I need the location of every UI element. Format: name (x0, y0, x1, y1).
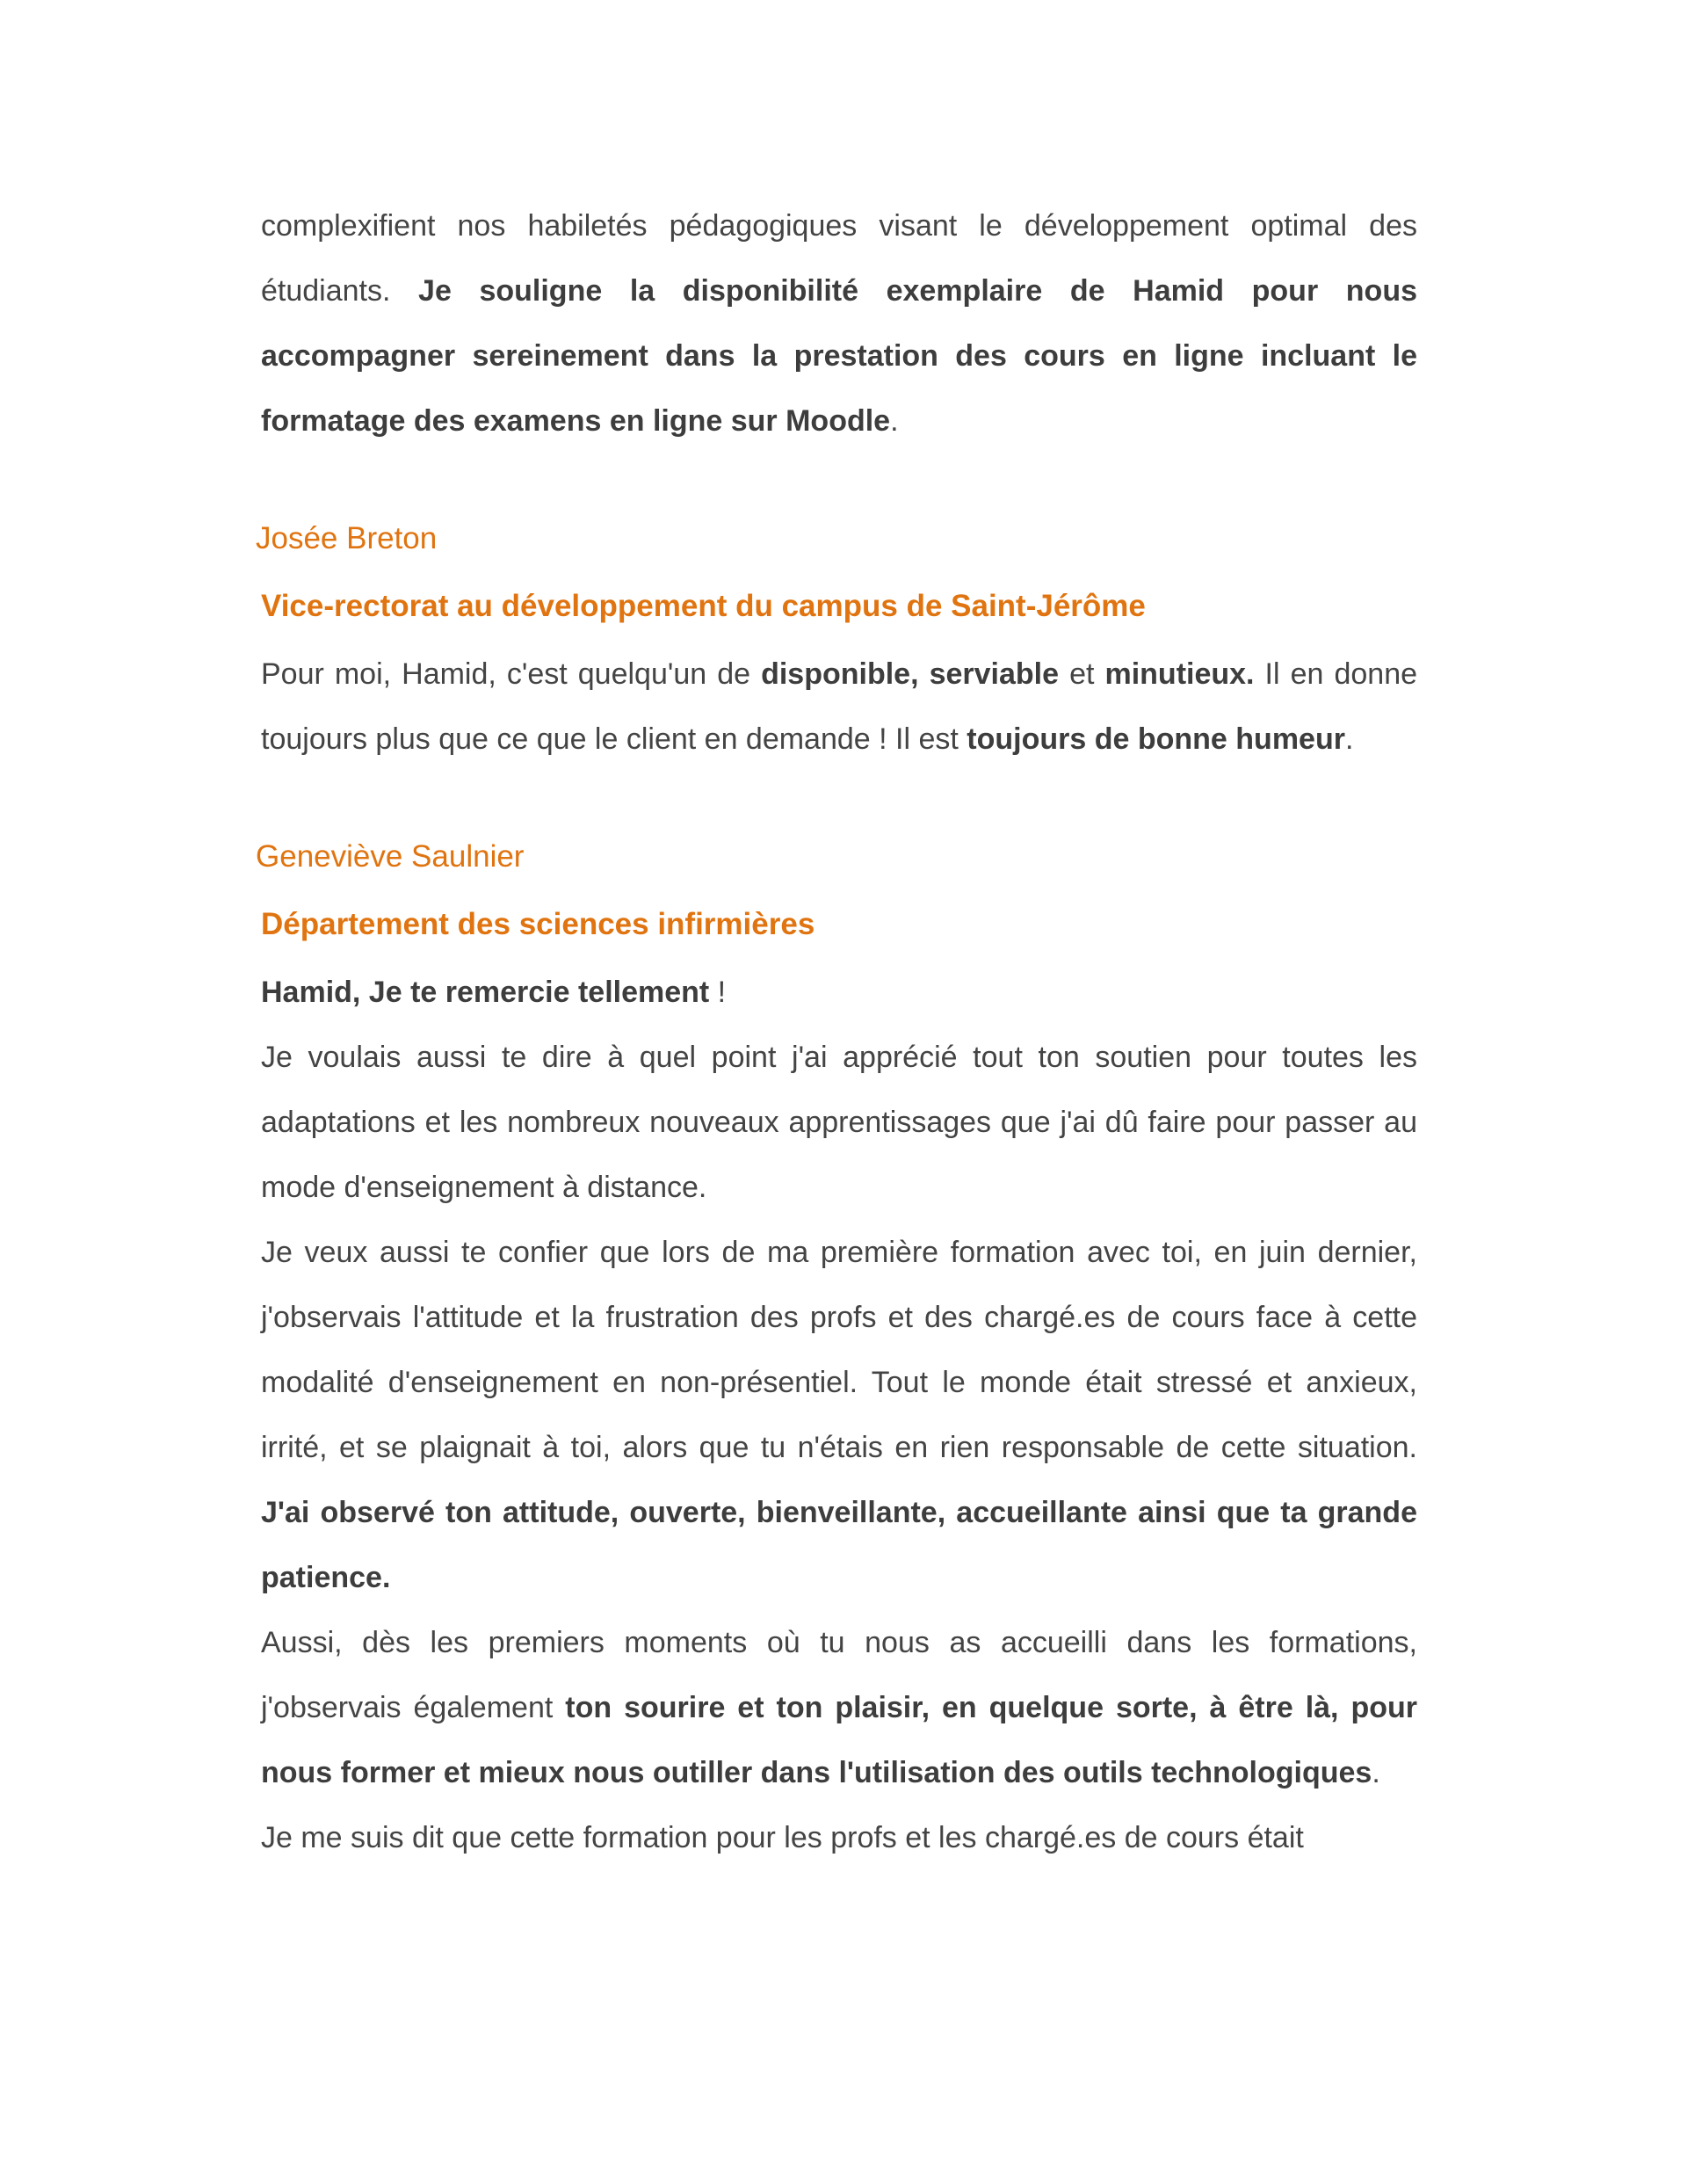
testimonial-thanks (261, 960, 1417, 1025)
bold-run: J'ai observé ton attitude, ouverte, bienveillante, accueillante ainsi que ta grande patience. (261, 1496, 1417, 1594)
testimonial-paragraph-1: Je voulais aussi te dire à quel point j'ai apprécié tout ton soutien pour toutes les adaptations et les nombreux nouveaux apprentissages que j'ai dû faire pour passer au mode d'enseignement à distance. (261, 1041, 1417, 1204)
spacer (261, 453, 1417, 506)
intro-end: . (890, 404, 899, 438)
spacer (261, 772, 1417, 824)
testimonial-paragraph-3 (261, 1610, 1417, 1805)
testimonial-paragraph-2 (261, 1220, 1417, 1610)
testimonial-department-2: Département des sciences infirmières (261, 907, 815, 941)
text-run: Pour moi, Hamid, c'est quelqu'un de (261, 657, 762, 691)
bold-run: minutieux. (1104, 657, 1255, 691)
text-run: Je veux aussi te confier que lors de ma première formation avec toi, en juin dernier, j'observais l'attitude et la frustration des profs et des chargé.es de cours face à cette modalité d'enseignement en non-présentiel. Tout le monde était stressé et anxieux, irrité, et se plaignait à toi, alors que tu n'étais en rien responsable de cette situation. (261, 1236, 1417, 1464)
bold-run: toujours de bonne humeur (967, 722, 1345, 756)
testimonial-paragraph-4: Je me suis dit que cette formation pour les profs et les chargé.es de cours était (261, 1821, 1304, 1854)
text-run: . (1372, 1756, 1380, 1789)
testimonial-text-1 (261, 642, 1417, 772)
document-page (256, 193, 1418, 1870)
bold-run: Hamid, Je te remercie tellement (261, 976, 710, 1009)
testimonial-department-1: Vice-rectorat au développement du campus de Saint-Jérôme (261, 589, 1146, 623)
testimonial-author-1: Josée Breton (256, 521, 438, 555)
text-run: Aussi, dès les premiers moments où tu nous as accueilli dans les formations, j'observais également (261, 1626, 1417, 1724)
intro-paragraph (261, 193, 1417, 453)
testimonial-author-2: Geneviève Saulnier (256, 839, 525, 874)
intro-text: complexifient nos habiletés pédagogiques visant le développement optimal des étudiants. (261, 209, 1417, 308)
text-run: . (1344, 722, 1354, 756)
bold-run: ton sourire et ton plaisir, en quelque sorte, à être là, pour nous former et mieux nous outiller dans l'utilisation des outils technologiques (261, 1691, 1417, 1789)
text-run: et (1059, 657, 1105, 691)
intro-bold: Je souligne la disponibilité exemplaire de Hamid pour nous accompagner sereinement dans la prestation des cours en ligne incluant le formatage des examens en ligne sur Moodle (261, 274, 1417, 438)
text-run: ! (709, 976, 727, 1009)
bold-run: disponible, serviable (761, 657, 1060, 691)
text-run: Il en donne toujours plus que ce que le client en demande ! Il est (261, 657, 1418, 756)
